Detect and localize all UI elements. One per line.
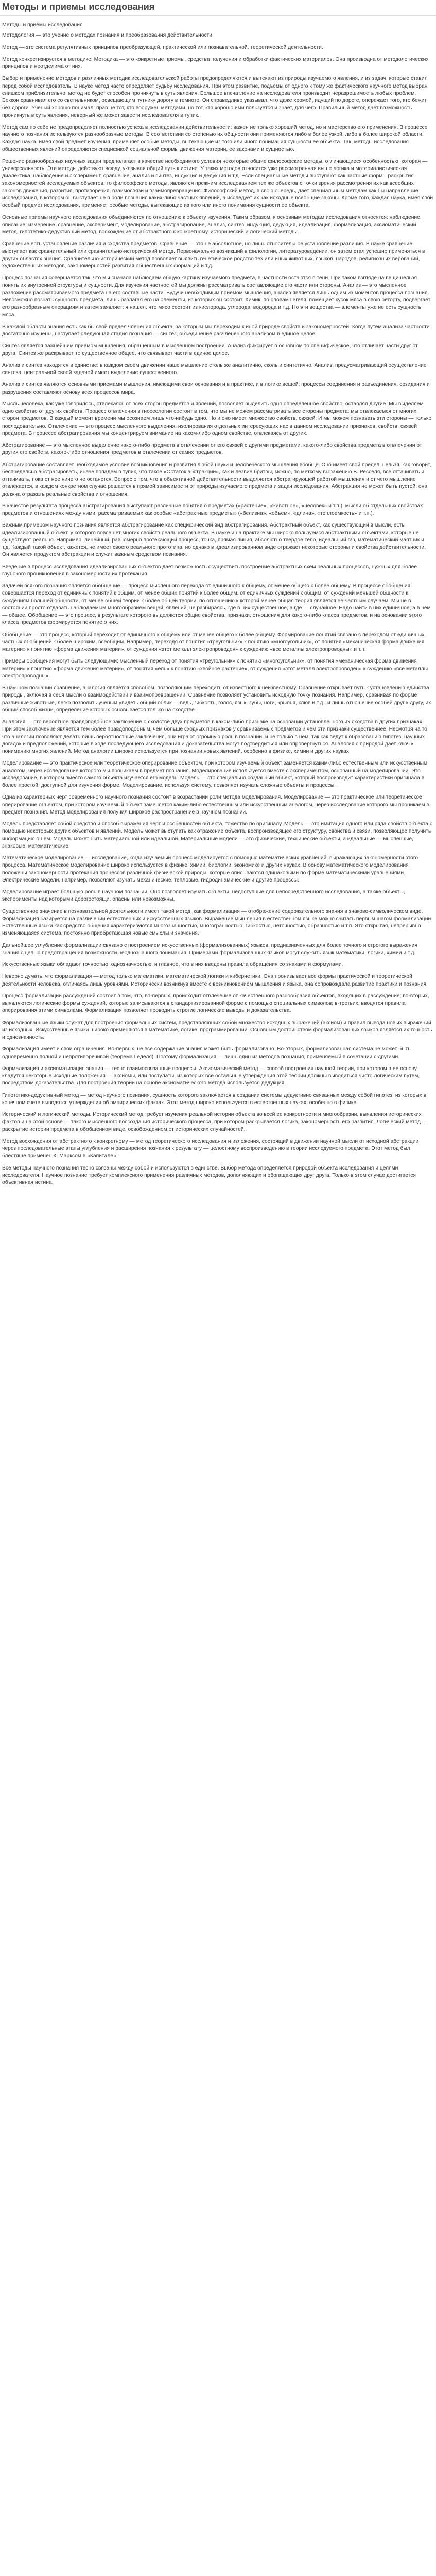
title-bar	[0, 0, 436, 16]
paragraph: Формализованные языки служат для построения формальных систем, представляющих собой множество исходных выражений (аксиом) и правил вывода новых выражений из исходных. Искусственные языки широко применяются в математике, логике, программировании. Основным достоинством формализованных языков является их точность и однозначность.	[2, 1020, 432, 1040]
paragraph: Методология — это учение о методах познания и преобразования действительности.	[2, 32, 214, 39]
paragraph: Метод сам по себе не предопределяет полностью успеха в исследовании действительности: важен не только хороший метод, но и мастерство его применения. В процессе научного познания используются разнообразные методы. В соответствии со степенью их общности они применяются либо в более узкой, либо в более широкой области. Каждая наука, имея свой предмет изучения, применяет особые методы, вытекающие из того или иного понимания сущности ее объекта. Так, методы исследования общественных явлений определяются спецификой социальной формы движения материи, ее законами и сущностью.	[2, 124, 428, 152]
paragraph: Абстрагирование составляет необходимое условие возникновения и развития любой науки и человеческого мышления вообще. Оно имеет свой предел, нельзя, как говорит, беспредельно абстрагировать, иначе попадем в тупик, что такое «Остаток абстракции», как и лезвие бритвы, можно, по меткому выражению Б. Ресселя, все оттачивать и оттачивать, пока от нее ничего не останется. Вопрос о том, что в объективной действительности выделяется абстрагирующей работой мышления и от чего мышление отвлекается, в каждом конкретном случае решается в прямой зависимости от природы изучаемого предмета и задач исследования. Абстракция не может быть пустой, она должна отражать реальные свойства и отношения.	[2, 462, 431, 497]
paragraph: Моделирование — это практическое или теоретическое оперирование объектом, при котором изучаемый объект заменяется каким-либо естественным или искусственным аналогом, через исследование которого мы проникаем в предмет познания. Моделирование используется вместе с экспериментом, основанный на моделировании. Это исследование, в котором вместо самого объекта изучается его модель. Модель — это специально созданный объект, который воспроизводит характеристики оригинала в более простой, доступной для изучения форме. Моделирование, используя систему, позволяет изучать сложные объекты и процессы.	[2, 760, 428, 788]
paragraph: Абстрагирование — это мысленное выделение какого-либо предмета в отвлечении от его связей с другими предметами, какого-либо свойства предмета в отвлечении от других его свойств, какого-либо отношения предметов в отвлечении от самих предметов.	[2, 443, 422, 456]
paragraph: Процесс познания совершается так, что мы сначала наблюдаем общую картину изучаемого предмета, в частности остаются в тени. При таком взгляде на вещи нельзя понять их внутренней структуры и сущности. Для изучения частностей мы должны рассматривать составляющие его части или стороны. Анализ — это мысленное разложение рассматриваемого предмета на его составные части. Будучи необходимым приемом мышления, анализ является лишь одним из моментов процесса познания. Невозможно познать сущность предмета, лишь разлагая его на элементы, из которых он состоит. Химик, по словам Гегеля, помещает кусок мяса в свою реторту, подвергает его разнообразным операциям и затем заявляет: я нашел, что мясо состоит из кислорода, углерода, водорода и т.д. Но эти вещества — элементы уже не есть сущность мяса.	[2, 275, 431, 318]
paragraph: Дальнейшее углубление формализации связано с построением искусственных (формализованных) языков, предназначенных для более точного и строгого выражения знания с целью предотвращения возможности неоднозначного понимания. Примерами формализованных языков могут служить язык математики, логики, химии и т.д.	[2, 942, 417, 956]
paragraph: Синтез является важнейшим приемом мышления, обращенным в мысленном построении. Анализ фиксирует в основном то специфическое, что отличает части друг от друга. Синтез же раскрывает то существенное общее, что связывает части в единое целое.	[2, 343, 418, 357]
page-title: Методы и приемы исследования	[2, 2, 155, 12]
paragraph: Важным примером научного познания является абстрагирование как специфический вид абстрагирования. Абстрактный объект, как существующий в мысли, есть идеализированный объект, у которого вовсе нет многих свойств реального объекта. В науке и на практике мы широко пользуемся абстрактными объектами, которые не существуют реально. Например, линейный, равномерно протекающий процесс, точка, прямая линия, абсолютно твердое тело, идеальный газ, математический маятник и т.д. Каждый такой объект, кажется, не имеет своего реального прототипа, но однако в идеализированном виде отражает некоторые стороны и свойства действительности. Он является продуктом абстракции и служит важным средством познания.	[2, 522, 426, 558]
paragraph: Математическое моделирование — исследование, когда изучаемый процесс моделируется с помощью математических уравнений, выражающих закономерности этого процесса. Математическое моделирование широко используется в физике, химии, биологии, экономике и других науках. В основу математического моделирования положены закономерности протекания процессов различной физической природы, которые описываются одинаковыми по форме математическими уравнениями. Электрические модели, например, позволяют изучать механические, тепловые, гидродинамические и другие процессы.	[2, 855, 418, 883]
paragraph: Метод конкретизируется в методике. Методика — это конкретные приемы, средства получения и обработки фактических материалов. Она производна от методологических принципов и неотделима от них.	[2, 56, 429, 70]
paragraph: Метод — это система регулятивных принципов преобразующей, практической или познавательной, теоретической деятельности.	[2, 44, 323, 50]
paragraph: Примеры обобщения могут быть следующими: мысленный переход от понятия «треугольник» к понятию «многоугольник», от понятия «механическая форма движения материи» к понятию «форма движения материи», от понятия «ель» к понятию «хвойное растение», от суждения «этот металл электропроводен» к суждению «все металлы электропроводны».	[2, 658, 428, 679]
paragraph: Анализ и синтез находятся в единстве: в каждом своем движении наше мышление столь же аналитично, сколь и синтетично. Анализ, предусматривающий осуществление синтеза, центральной своей задачей имеет выделение существенного.	[2, 362, 427, 376]
paragraph: Основные приемы научного исследования объединяются по отношению к объекту изучения. Таким образом, к основным методам исследования относятся: наблюдение, описание, измерение, сравнение, эксперимент, моделирование, абстрагирование, анализ, синтез, индукция, дедукция, идеализация, формализация, аксиоматический метод, гипотетико-дедуктивный метод, восхождение от абстрактного к конкретному, исторический и логический методы.	[2, 214, 422, 235]
paragraph: Одна из характерных черт современного научного познания состоит в возрастании роли метода моделирования. Моделирование — это практическое или теоретическое оперирование объектом, при котором изучаемый объект заменяется каким-либо естественным или искусственным аналогом, через исследование которого мы проникаем в предмет познания. Метод моделирования получил широкое распространение в научном познании.	[2, 794, 429, 815]
paragraph: Неверно думать, что формализация — метод только математики, математической логики и кибернетики. Она пронизывает все формы практической и теоретической деятельности человека, отличаясь лишь уровнями. Исторически возникнув вместе с возникновением мышления и языка, она сопровождала развитие практики и познания.	[2, 974, 428, 987]
paragraph: Введение в процесс исследования идеализированных объектов дает возможность осуществить построение абстрактных схем реальных процессов, нужных для более глубокого проникновения в закономерности их протекания.	[2, 564, 417, 577]
paragraph: Мысль человека, как уже говорилось, отвлекаясь от всех сторон предметов и явлений, позволяет выделить одно определенное свойство, оставляя другие. Мы выделяем одно свойство от других свойств. Процесс отвлечения в гносеологии состоит в том, что мы не можем рассматривать все стороны предмета: мы отвлекаемся от многих сторон предметов. В каждый момент времени мы осознаем лишь что-нибудь одно. Но и оно имеет множество свойств, связей. И мы можем познавать эти стороны — только последовательно. Отвлечение — это процесс мысленного выделения, изолирования отдельных интересующих нас в данном исследовании признаков, свойств, связей предмета. В процессе абстрагирования мы концентрируем внимание на каком-либо одном свойстве, отвлекаясь от других.	[2, 401, 432, 436]
paragraph: Искусственные языки обладают точностью, однозначностью, и главное, что в них введены правила обращения со знаками и формулами.	[2, 962, 343, 968]
paragraph: Процесс формализации рассуждений состоит в том, что, во-первых, происходит отвлечение от качественного разнообразия объектов, входящих в рассуждение; во-вторых, выявляются логические формы суждений, которые записываются в стандартизированной форме с помощью специальных символов; в-третьих, вводятся правила оперирования этими символами. Формализация позволяет проводить строгие логические выводы и доказательства.	[2, 993, 429, 1014]
paragraph: Выбор и применение методов и различных методик исследовательской работы предопределяются и вытекают из природы изучаемого явления, и из задач, которые ставит перед собой исследователь. В науке метод часто определяет судьбу исследования. При этом развитие, подъемы от одного к тому же фактического научного метод выбран слишком приблизительно, метод не будет способен проникнуть в суть явления. Большое впечатление на исследователя производит неразрешимость любых проблем. Беккон сравнивал его со светильником, освещающим путнику дорогу в темноте. Он справедливо указывал, что даже хромой, идущий по дороге, опережает того, кто бежит без дороги. Ученый хорошо понимал: прав не тот, кто вооружен методами, но тот, кто хорошо ими пользуется и знает, для чего. Правильный метод дает возможность проникнуть в суть явления, неверный же может завести исследователя в тупик.	[2, 76, 428, 118]
section-heading: Методы и приемы исследования	[2, 22, 83, 28]
paragraph: Решение разнообразных научных задач предполагает в качестве необходимого условия некоторые общие философские методы, отличающиеся особенностью, которая — универсальность. Эти методы действуют всюду, указывая общий путь к истине. У таких методов относится уже рассмотренная выше логика и материалистическая диалектика, наблюдение и эксперимент, сравнение, анализ и синтез, индукция и дедукция и т.д. Если специальные методы выступают как частные формы раскрытия закономерностей исследуемых объектов, то философские методы, являются прежним исследованием тех же объектов с точки зрения рассмотрения их как всеобщих законов движения, развития, противоречия, взаимосвязи и взаимопревращения. Философский метод, в свою очередь, дает специальным методам как бы направление исследования, в котором он выступает не в роли познания каких-либо частных явлений, а исследует их как исходные всеобщие законы. Кроме того, каждая наука, имея свой особый предмет исследования, применяет особые методы, вытекающие из того или иного понимания сущности ее объекта.	[2, 158, 433, 209]
paragraph: Задачей всякого познания является обобщение — процесс мысленного перехода от единичного к общему, от менее общего к более общему. В процессе обобщения совершается переход от единичных понятий к общим, от менее общих понятий к более общим, от единичных суждений к общим, от суждений меньшей общности к суждениям большей общности, от менее общей теории к более общей теории, по отношению к которой менее общая теория является ее частным случаем. Мы не в состоянии просто отдавать наблюдаемым многообразием вещей, явлений, не разбираясь, где в них существенное, а где — случайное. Надо найти в них единичное, а в нем — общее. Обобщение — это процесс, в результате которого выделяются общие свойства, признаки, отношения для какого-либо класса предметов, и на основании этого класса предметов формируется понятие о них.	[2, 583, 431, 626]
paragraph: Формализация имеет и свои ограничения. Во-первых, не все содержание знания может быть формализовано. Во-вторых, формализованная система не может быть одновременно полной и непротиворечивой (теорема Гёделя). Поэтому формализация — лишь один из методов познания, применяемый в сочетании с другими.	[2, 1046, 411, 1060]
paragraph: Сравнение есть установление различия и сходства предметов. Сравнение — это не абсолютное, но лишь относительное установление различия. В науке сравнение выступает как сравнительный или сравнительно-исторический метод. Первоначально возникший в филологии, литературоведении, он затем стал успешно применяться в других областях знания. Сравнительно-исторический метод позволяет выявить генетическое родство тех или иных животных, языков, народов, религиозных верований, художественных методов, закономерностей развития общественных формаций и т.д.	[2, 241, 425, 269]
document-body	[2, 22, 433, 1191]
paragraph: Все методы научного познания тесно связаны между собой и используются в единстве. Выбор метода определяется природой объекта исследования и целями исследователя. Научное познание требует комплексного применения различных методов, дополняющих и обогащающих друг друга. Только в этом случае достигается объективная истина.	[2, 1165, 416, 1185]
paragraph: В научном познании сравнение, аналогия является способом, позволяющим переходить от известного к неизвестному. Сравнение открывает путь к установлению единства природы, включая в себя мысли о взаимодействии и взаимопревращении. Сравнение позволяет установить исходную точку познания. Например, сравнивая по форме различные животные, легко позволить ученым увидеть общий облик — ведь, гибкость, голос, язык, зубы, ноги, крылья, клюв и т.д., и лишь отношение особей друг к другу, их общий способ жизни, определение которых основывается только на сходстве.	[2, 685, 431, 713]
paragraph: Анализ и синтез являются основными приемами мышления, имеющими свои основания и в практике, и в логике вещей: процессы соединения и разъединения, созидания и разрушения составляют основу всех процессов мира.	[2, 382, 430, 395]
paragraph: Формализация и аксиоматизация знания — тесно взаимосвязанные процессы. Аксиоматический метод — способ построения научной теории, при котором в ее основу кладутся некоторые исходные положения — аксиомы, или постулаты, из которых все остальные утверждения этой теории должны выводиться чисто логическим путем, посредством доказательства. Для построения теории на основе аксиоматического метода используется дедукция.	[2, 1065, 420, 1087]
paragraph: Обобщение — это процесс, который переходит от единичного к общему или от менее общего к более общему. Формирование понятий связано с переходом от единичных, частных обобщений к более широким, всеобщим. Например, переходя от понятия «треугольник» к понятию «многоугольник», от понятия «механическая форма движения материи» к понятию «форма движения материи», от суждения «этот металл электропроводен» к суждению «все металлы электропроводны» и т.п.	[2, 632, 426, 652]
paragraph: Аналогия — это вероятное правдоподобное заключение о сходстве двух предметов в каком-либо признаке на основании установленного их сходства в других признаках. При этом заключение является тем более правдоподобным, чем больше сходных признаков у сравниваемых предметов и чем эти признаки существеннее. Несмотря на то что аналогии позволяют делать лишь вероятностные заключения, они играют огромную роль в познании, и не только в нем, так как ведут к образованию гипотез, научных догадок и предположений, которые в ходе последующего исследования и доказательства могут подтвердиться или опровергнуться. Аналогия с природой дает ключ к пониманию многих явлений. Метод аналогии широко используется при познании новых явлений, особенно в физике, химии и других науках.	[2, 719, 427, 754]
paragraph: Метод восхождения от абстрактного к конкретному — метод теоретического исследования и изложения, состоящий в движении научной мысли от исходной абстракции через последовательные этапы углубления и расширения познания к результату — целостному воспроизведению в теории исследуемого предмета. Этот метод был блестяще применен К. Марксом в «Капитале».	[2, 1138, 419, 1159]
paragraph: Моделирование играет большую роль в научном познании. Оно позволяет изучать объекты, недоступные для непосредственного исследования, а также объекты, эксперименты над которыми дорогостоящи, опасны или невозможны.	[2, 889, 405, 903]
paragraph: В каждой области знания есть как бы свой предел членения объекта, за которым мы переходим к иной природе свойств и закономерностей. Когда путем анализа частности достаточно изучены, наступает следующая стадия познания — синтез, объединение расчлененного анализом в единое целое.	[2, 324, 430, 337]
paragraph: Исторический и логический методы. Исторический метод требует изучения реальной истории объекта во всей ее конкретности и многообразии, выявления исторических фактов и на этой основе — такого мысленного воссоздания исторического процесса, при котором раскрывается логика, закономерность его развития. Логический метод — раскрытие истории предмета в обобщенном виде, освобожденном от исторических случайностей.	[2, 1112, 428, 1132]
paragraph: В качестве результата процесса абстрагирования выступают различные понятия о предметах («растение», «животное», «человек» и т.п.), мысли об отдельных свойствах предметов и отношениях между ними, рассматриваемых как особые «абстрактные предметы» («белизна», «объем», «длина», «теплоемкость» и т.п.).	[2, 503, 423, 516]
paragraph: Модель представляет собой средство и способ выражения черт и особенностей объекта, тожество по оригиналу. Модель — это имитация одного или ряда свойств объекта с помощью некоторых других объектов и явлений. Модель может выступать как отражение объекта, воспроизводящее его структуру, свойства и связи, позволяющее получить информацию о нем. Модель может быть материальной или идеальной. Материальные модели — это физические, технические объекты, а идеальные — мысленные, знаковые, математические.	[2, 821, 432, 849]
paragraph: Гипотетико-дедуктивный метод — метод научного познания, сущность которого заключается в создании системы дедуктивно связанных между собой гипотез, из которых в конечном счете выводятся утверждения об эмпирических фактах. Этот метод широко используется в естественных науках, особенно в физике.	[2, 1092, 427, 1106]
paragraph: Существенное значение в познавательной деятельности имеет такой метод, как формализация — отображение содержательного знания в знаково-символическом виде. Формализация базируется на различении естественных и искусственных языков. Выражение мышления в естественном языке можно считать первым шагом формализации. Естественные языки как средство общения характеризуются многозначностью, многогранностью, гибкостью, неточностью, образностью и т.п. Это открытая, непрерывно изменяющаяся система, постоянно приобретающая новые смыслы и значения.	[2, 908, 433, 937]
